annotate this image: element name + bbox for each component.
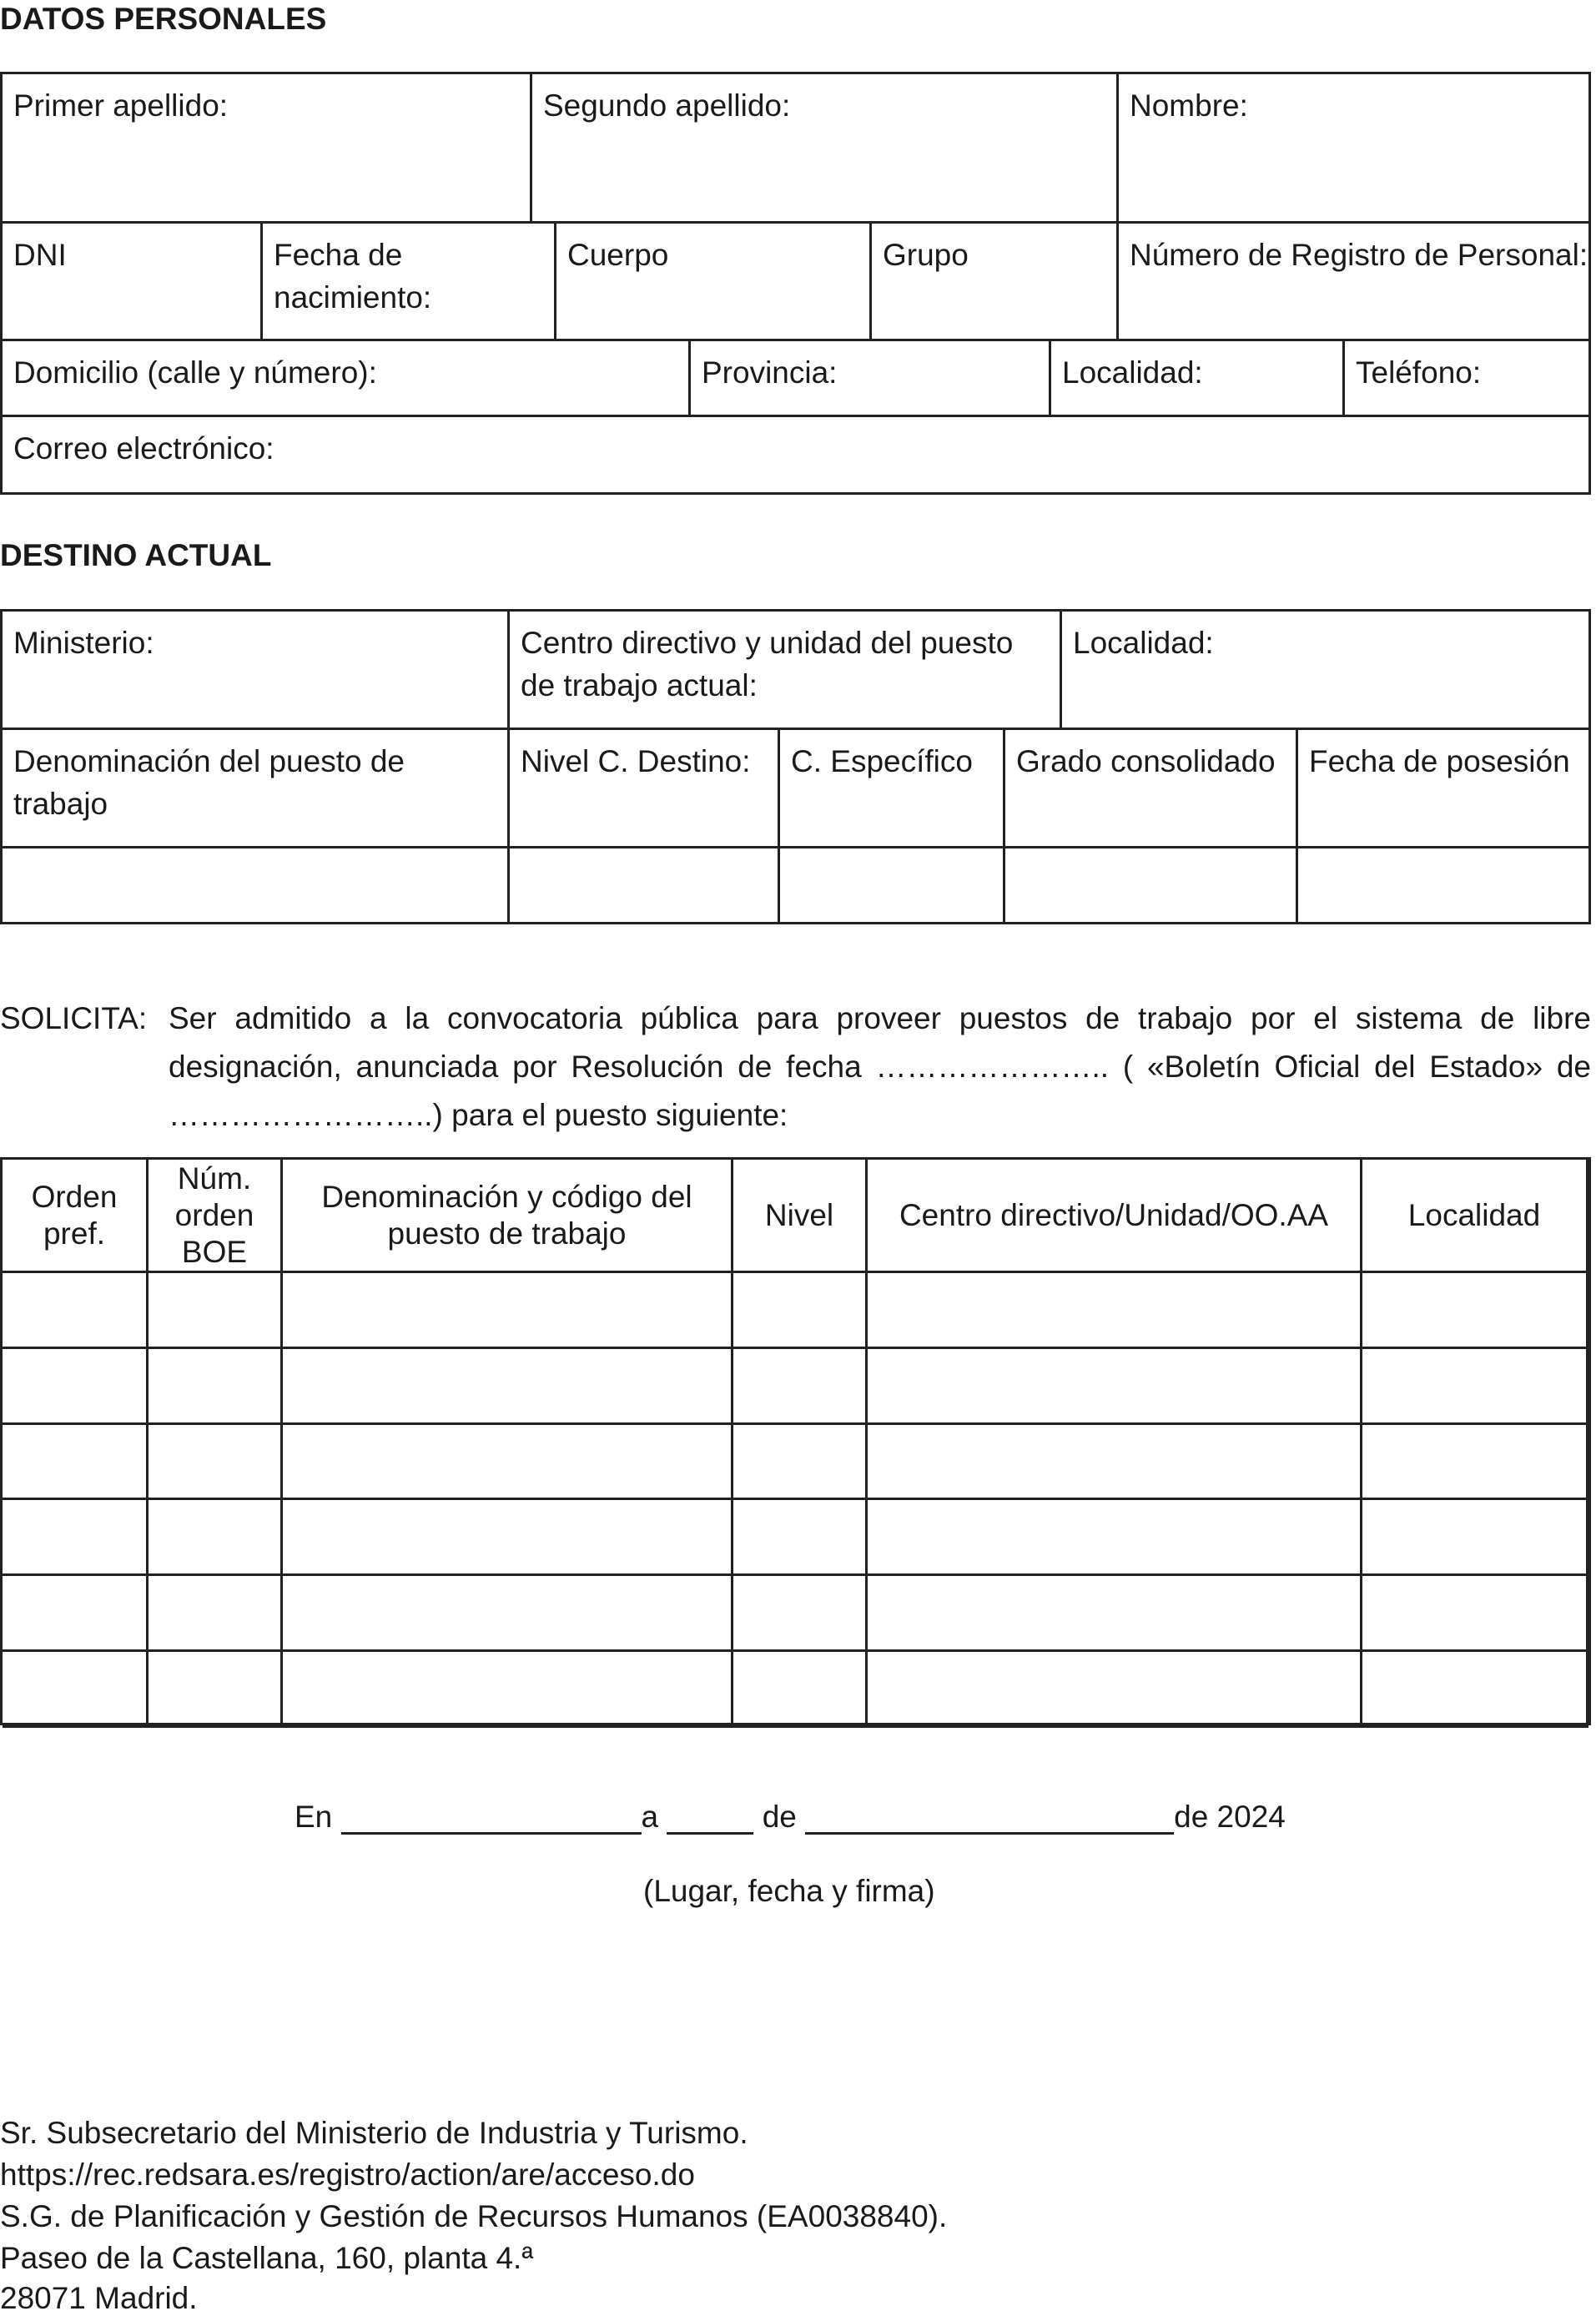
address-line-5: 28071 Madrid. bbox=[0, 2281, 198, 2315]
domicilio-field[interactable]: Domicilio (calle y número): bbox=[3, 341, 691, 417]
puesto-row-6-orden-pref[interactable] bbox=[3, 1652, 149, 1728]
nivel-destino-input[interactable] bbox=[510, 848, 780, 922]
puesto-row-2-denominacion-codigo[interactable] bbox=[283, 1349, 733, 1425]
puestos-table bbox=[0, 1157, 1591, 1725]
denominacion-puesto-label: Denominación del puesto de trabajo bbox=[3, 730, 510, 848]
nombre-field[interactable]: Nombre: bbox=[1119, 74, 1588, 224]
puesto-row-4-nivel[interactable] bbox=[733, 1500, 868, 1576]
solicita-text: Ser admitido a la convocatoria pública para proveer puestos de trabajo por el sistema de libre designación, anunciada por Resolución de fecha ………………….. ( «Boletín Oficial del Estado» de ……………………..) para el puesto siguiente: bbox=[169, 1001, 1591, 1132]
denominacion-puesto-input[interactable] bbox=[3, 848, 510, 922]
puesto-row-5-centro-directivo[interactable] bbox=[868, 1576, 1362, 1652]
grado-consolidado-label: Grado consolidado bbox=[1005, 730, 1298, 848]
firma-caption: (Lugar, fecha y firma) bbox=[643, 1874, 935, 1908]
datos-personales-title: DATOS PERSONALES bbox=[0, 2, 327, 36]
header-num-orden-boe: Núm. orden BOE bbox=[149, 1160, 283, 1273]
fecha-nacimiento-field[interactable]: Fecha de nacimiento: bbox=[263, 224, 556, 341]
puesto-row-2-num-orden-boe[interactable] bbox=[149, 1349, 283, 1425]
puesto-row-3-centro-directivo[interactable] bbox=[868, 1425, 1362, 1501]
primer-apellido-field[interactable]: Primer apellido: bbox=[3, 74, 532, 224]
nivel-destino-label: Nivel C. Destino: bbox=[510, 730, 780, 848]
puesto-row-5-num-orden-boe[interactable] bbox=[149, 1576, 283, 1652]
puesto-row-5-localidad[interactable] bbox=[1362, 1576, 1588, 1652]
segundo-apellido-field[interactable]: Segundo apellido: bbox=[532, 74, 1119, 224]
puesto-row-3-localidad[interactable] bbox=[1362, 1425, 1588, 1501]
puesto-row-3-orden-pref[interactable] bbox=[3, 1425, 149, 1501]
puesto-row-1-localidad[interactable] bbox=[1362, 1273, 1588, 1349]
puesto-row-6-denominacion-codigo[interactable] bbox=[283, 1652, 733, 1728]
puesto-row-1-num-orden-boe[interactable] bbox=[149, 1273, 283, 1349]
mes-blank[interactable] bbox=[805, 1799, 1174, 1835]
header-orden-pref: Orden pref. bbox=[3, 1160, 149, 1273]
firma-year: de 2024 bbox=[1174, 1800, 1286, 1834]
lugar-blank[interactable] bbox=[341, 1799, 642, 1835]
especifico-input[interactable] bbox=[780, 848, 1005, 922]
address-line-1: Sr. Subsecretario del Ministerio de Industria y Turismo. bbox=[0, 2116, 748, 2150]
correo-field[interactable]: Correo electrónico: bbox=[13, 431, 274, 466]
address-line-2[interactable]: https://rec.redsara.es/registro/action/are/acceso.do bbox=[0, 2157, 695, 2192]
puesto-row-4-num-orden-boe[interactable] bbox=[149, 1500, 283, 1576]
dia-blank[interactable] bbox=[667, 1799, 753, 1835]
puesto-row-6-nivel[interactable] bbox=[733, 1652, 868, 1728]
puesto-row-5-denominacion-codigo[interactable] bbox=[283, 1576, 733, 1652]
firma-line bbox=[295, 1799, 1286, 1835]
puesto-row-2-orden-pref[interactable] bbox=[3, 1349, 149, 1425]
telefono-field[interactable]: Teléfono: bbox=[1345, 341, 1588, 417]
destino-localidad-field[interactable]: Localidad: bbox=[1062, 612, 1588, 730]
puesto-row-3-num-orden-boe[interactable] bbox=[149, 1425, 283, 1501]
puesto-row-5-nivel[interactable] bbox=[733, 1576, 868, 1652]
centro-directivo-field[interactable]: Centro directivo y unidad del puesto de trabajo actual: bbox=[510, 612, 1062, 730]
firma-a: a bbox=[641, 1800, 659, 1834]
fecha-posesion-input[interactable] bbox=[1298, 848, 1588, 922]
puesto-row-6-centro-directivo[interactable] bbox=[868, 1652, 1362, 1728]
ministerio-field[interactable]: Ministerio: bbox=[3, 612, 510, 730]
puesto-row-1-centro-directivo[interactable] bbox=[868, 1273, 1362, 1349]
header-localidad: Localidad bbox=[1362, 1160, 1588, 1273]
especifico-label: C. Específico bbox=[780, 730, 1005, 848]
destino-actual-table bbox=[0, 609, 1591, 924]
puesto-row-5-orden-pref[interactable] bbox=[3, 1576, 149, 1652]
destino-actual-title: DESTINO ACTUAL bbox=[0, 538, 272, 572]
puesto-row-2-localidad[interactable] bbox=[1362, 1349, 1588, 1425]
dni-field[interactable]: DNI bbox=[3, 224, 263, 341]
puesto-row-1-nivel[interactable] bbox=[733, 1273, 868, 1349]
header-centro-directivo: Centro directivo/Unidad/OO.AA bbox=[868, 1160, 1362, 1273]
puesto-row-4-localidad[interactable] bbox=[1362, 1500, 1588, 1576]
puesto-row-2-centro-directivo[interactable] bbox=[868, 1349, 1362, 1425]
address-line-3: S.G. de Planificación y Gestión de Recursos Humanos (EA0038840). bbox=[0, 2199, 948, 2233]
grupo-field[interactable]: Grupo bbox=[872, 224, 1119, 341]
grado-consolidado-input[interactable] bbox=[1005, 848, 1298, 922]
fecha-posesion-label: Fecha de posesión bbox=[1298, 730, 1588, 848]
cuerpo-field[interactable]: Cuerpo bbox=[556, 224, 872, 341]
puesto-row-1-orden-pref[interactable] bbox=[3, 1273, 149, 1349]
header-nivel: Nivel bbox=[733, 1160, 868, 1273]
puesto-row-6-localidad[interactable] bbox=[1362, 1652, 1588, 1728]
puesto-row-3-nivel[interactable] bbox=[733, 1425, 868, 1501]
header-denominacion-codigo: Denominación y código del puesto de trabajo bbox=[283, 1160, 733, 1273]
firma-en: En bbox=[295, 1800, 333, 1834]
address-line-4: Paseo de la Castellana, 160, planta 4.ª bbox=[0, 2241, 534, 2275]
puesto-row-2-nivel[interactable] bbox=[733, 1349, 868, 1425]
localidad-field[interactable]: Localidad: bbox=[1051, 341, 1345, 417]
datos-personales-table bbox=[0, 72, 1591, 495]
puesto-row-4-denominacion-codigo[interactable] bbox=[283, 1500, 733, 1576]
puesto-row-6-num-orden-boe[interactable] bbox=[149, 1652, 283, 1728]
puesto-row-1-denominacion-codigo[interactable] bbox=[283, 1273, 733, 1349]
nrp-field[interactable]: Número de Registro de Personal: bbox=[1119, 224, 1588, 341]
solicita-label: SOLICITA: bbox=[0, 1001, 148, 1035]
provincia-field[interactable]: Provincia: bbox=[691, 341, 1051, 417]
puesto-row-3-denominacion-codigo[interactable] bbox=[283, 1425, 733, 1501]
firma-de: de bbox=[762, 1800, 797, 1834]
puesto-row-4-orden-pref[interactable] bbox=[3, 1500, 149, 1576]
puesto-row-4-centro-directivo[interactable] bbox=[868, 1500, 1362, 1576]
